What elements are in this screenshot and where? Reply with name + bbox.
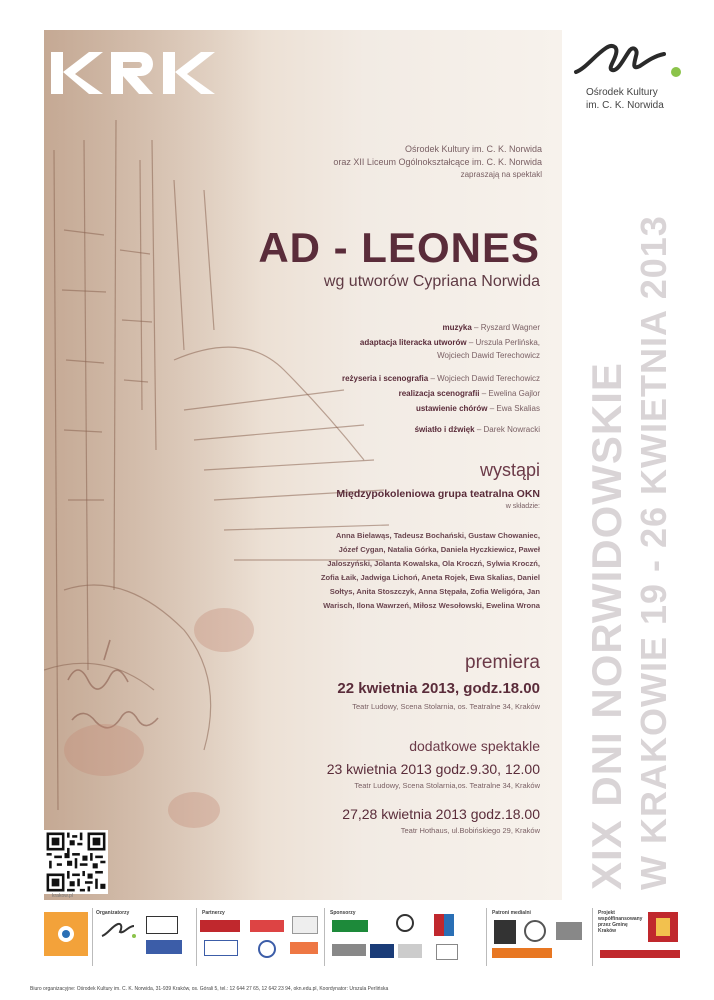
credit-name: Ewa Skalias — [496, 404, 540, 413]
cast-line: Zofia Łaik, Jadwiga Lichoń, Aneta Rojek, Ewa Skalias, Daniel — [320, 573, 540, 582]
group-name: Międzypokoleniowa grupa teatralna OKN — [336, 488, 540, 500]
credit-name: Darek Nowracki — [483, 425, 540, 434]
footer-divider — [92, 908, 93, 966]
organizers-label: Organizatorzy — [96, 910, 130, 916]
blue-logo — [146, 940, 182, 954]
partners-label: Partnerzy — [202, 910, 225, 916]
orange-logo — [44, 912, 88, 956]
cast-line: Józef Cygan, Natalia Górka, Daniela Hyczkiewicz, Paweł — [338, 545, 540, 554]
credit-line: realizacja scenografii – Ewelina Gajlor — [398, 389, 540, 398]
extra-show-1-venue: Teatr Ludowy, Scena Stolarnia,os. Teatralne 34, Kraków — [354, 781, 540, 790]
cast-line: Sołtys, Anita Stoszczyk, Anna Stępała, Zofia Weligóra, Jan — [329, 587, 540, 596]
footer-divider — [196, 908, 197, 966]
krakow-bar — [600, 950, 680, 958]
media-logo-dark — [494, 920, 516, 944]
extra-show-2-date: 27,28 kwietnia 2013 godz.18.00 — [342, 806, 540, 822]
cast-line: Warisch, Ilona Wawrzeń, Miłosz Wesołowski, Ewelina Wrona — [323, 601, 540, 610]
credit-line: muzyka – Ryszard Wagner — [442, 323, 540, 332]
credit-role: muzyka — [442, 323, 472, 332]
play-title: AD - LEONES — [258, 224, 540, 271]
festival-line-1: XIX DNI NORWIDOWSKIE — [583, 362, 630, 890]
sponsor-logo-gray — [332, 944, 366, 956]
sponsor-logo-navy — [370, 944, 394, 958]
sponsor-logo-outline — [436, 944, 458, 960]
sponsor-logo-green — [332, 920, 368, 932]
footer-divider — [486, 908, 487, 966]
credit-role: ustawienie chórów — [415, 404, 488, 413]
partner-logo-circle — [258, 940, 276, 958]
sponsor-logo-light — [398, 944, 422, 958]
festival-line-2: W KRAKOWIE 19 - 26 KWIETNIA 2013 — [633, 215, 674, 890]
credit-name: Ewelina Gajlor — [488, 389, 540, 398]
partner-logo-red — [200, 920, 240, 932]
media-logo-ring — [524, 920, 546, 942]
premiere-heading: premiera — [465, 652, 540, 673]
qr-code[interactable] — [44, 830, 108, 894]
festival-vertical-text — [583, 140, 693, 900]
okn-small-logo — [100, 920, 138, 942]
credit-name: Wojciech Dawid Terechowicz — [437, 374, 540, 383]
qr-label: krakow.pl — [52, 893, 73, 899]
in-cast-label: w składzie: — [505, 503, 540, 510]
cast-line: Anna Bielawąs, Tadeusz Bochański, Gustaw Chowaniec, — [335, 531, 540, 540]
credit-line: adaptacja literacka utworów – Urszula Perlińska, — [359, 338, 540, 347]
extra-shows-heading: dodatkowe spektakle — [409, 738, 540, 754]
extra-show-2-venue: Teatr Hothaus, ul.Bobińskiego 29, Kraków — [400, 826, 540, 835]
accent-dot — [671, 67, 681, 77]
extra-show-1-date: 23 kwietnia 2013 godz.9.30, 12.00 — [326, 761, 540, 777]
partner-logo-outline — [204, 940, 238, 956]
sponsor-logo-ring — [396, 914, 414, 932]
performs-heading: wystąpi — [479, 460, 540, 480]
credit-role: adaptacja literacka utworów — [359, 338, 467, 347]
premiere-venue: Teatr Ludowy, Scena Stolarnia, os. Teatralne 34, Kraków — [352, 702, 540, 711]
okn-name-line-1: Ośrodek Kultury — [586, 87, 658, 98]
host-line-1: Ośrodek Kultury im. C. K. Norwida — [404, 144, 542, 154]
credit-role: światło i dźwięk — [414, 425, 475, 434]
credit-line: reżyseria i scenografia – Wojciech Dawid Terechowicz — [341, 374, 540, 383]
media-logo-orange — [492, 948, 552, 958]
credit-role: realizacja scenografii — [398, 389, 480, 398]
credit-role: reżyseria i scenografia — [341, 374, 429, 383]
credit-line — [437, 351, 540, 360]
credit-name: Wojciech Dawid Terechowicz — [437, 351, 540, 360]
sponsor-logo-flag — [434, 914, 454, 936]
play-subtitle: wg utworów Cypriana Norwida — [323, 273, 540, 290]
host-line-3: zapraszają na spektakl — [460, 170, 542, 179]
project-label: Projekt współfinansowany przez Gminę Kraków — [598, 910, 643, 934]
host-line-2: oraz XII Liceum Ogólnokształcące im. C. K. Norwida — [333, 157, 542, 167]
partner-logo-red-2 — [250, 920, 284, 932]
school-logo — [146, 916, 178, 934]
premiere-date: 22 kwietnia 2013, godz.18.00 — [337, 680, 540, 697]
credit-line: ustawienie chórów – Ewa Skalias — [415, 404, 540, 413]
footer-contact-text: Biuro organizacyjne: Ośrodek Kultury im. C. K. Norwida, 31-939 Kraków, os. Górali 5, tel.: 12 644 27 65, 12 642 23 94, okn.edu.pl, Koordynator: Urszula Perlińska — [30, 986, 389, 992]
okn-logo — [572, 36, 688, 86]
media-label: Patroni medialni — [492, 910, 531, 916]
krakow-logo — [648, 912, 678, 942]
footer-divider — [324, 908, 325, 966]
sponsors-label: Sponsorzy — [330, 910, 356, 916]
okn-name-line-2: im. C. K. Norwida — [586, 100, 664, 111]
credit-name: Ryszard Wagner — [480, 323, 540, 332]
media-logo-gray — [556, 922, 582, 940]
footer-divider — [592, 908, 593, 966]
credit-line: światło i dźwięk – Darek Nowracki — [414, 425, 540, 434]
partner-logo-orange — [290, 942, 318, 954]
cast-line: Jaloszyński, Jolanta Kowalska, Ola Kroczń, Sylwia Kroczń, — [327, 559, 540, 568]
krk-logo — [51, 52, 221, 94]
credit-name: Urszula Perlińska, — [475, 338, 540, 347]
partner-logo-small — [292, 916, 318, 934]
